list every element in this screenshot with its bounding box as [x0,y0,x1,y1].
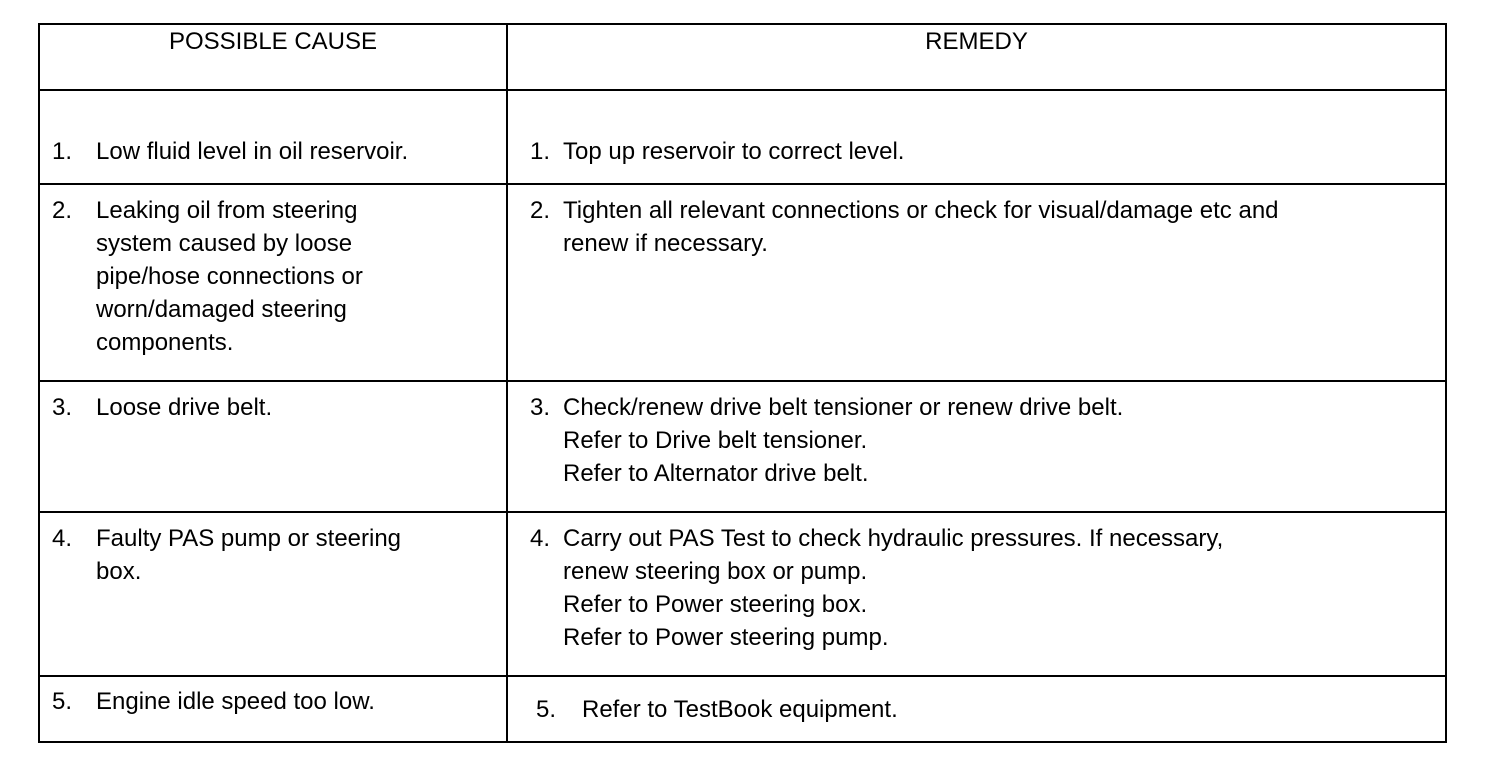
remedy-text: Top up reservoir to correct level. [563,138,905,165]
remedy-text-line: renew if necessary. [563,230,768,257]
remedy-cell [507,512,1446,676]
remedy-cell [507,381,1446,512]
remedy-reference: Refer to Power steering box. [563,591,868,618]
cause-text-line: Faulty PAS pump or steering [96,525,402,552]
cause-text: Engine idle speed too low. [96,688,375,715]
cause-number: 2. [52,197,73,224]
cause-cell [39,184,507,381]
cause-number: 5. [52,688,73,715]
table-row [39,381,1446,512]
remedy-number: 4. [530,525,551,552]
remedy-number: 5. [536,696,557,723]
cause-number: 3. [52,394,73,421]
remedy-text-line: Carry out PAS Test to check hydraulic pressures. If necessary, [563,525,1224,552]
remedy-text-line: renew steering box or pump. [563,558,868,585]
remedy-text-line: Tighten all relevant connections or check for visual/damage etc and [563,197,1279,224]
cause-text-line: components. [96,329,234,356]
remedy-reference: Refer to Drive belt tensioner. [563,427,868,454]
cause-text-line: system caused by loose [96,230,353,257]
remedy-reference: Refer to TestBook equipment. [582,696,898,723]
header-remedy: REMEDY [507,24,1446,90]
remedy-reference: Refer to Power steering pump. [563,624,889,651]
table-row [39,90,1446,184]
cause-text-line: box. [96,558,142,585]
table-row [39,512,1446,676]
remedy-cell [507,90,1446,184]
remedy-text-line: Check/renew drive belt tensioner or renew drive belt. [563,394,1124,421]
cause-text-line: pipe/hose connections or [96,263,363,290]
cause-cell [39,676,507,742]
cause-text: Loose drive belt. [96,394,273,421]
remedy-cell [507,184,1446,381]
cause-number: 4. [52,525,73,552]
cause-text-line: worn/damaged steering [96,296,347,323]
cause-number: 1. [52,138,73,165]
cause-text-line: Leaking oil from steering [96,197,358,224]
remedy-reference: Refer to Alternator drive belt. [563,460,869,487]
remedy-cell [507,676,1446,742]
troubleshooting-table [38,23,1447,743]
cause-cell [39,512,507,676]
table-row [39,184,1446,381]
cause-cell [39,381,507,512]
cause-text: Low fluid level in oil reservoir. [96,138,409,165]
remedy-number: 1. [530,138,551,165]
cause-cell [39,90,507,184]
header-possible-cause: POSSIBLE CAUSE [39,24,507,90]
header-row [39,24,1446,90]
remedy-number: 3. [530,394,551,421]
table-row [39,676,1446,742]
remedy-number: 2. [530,197,551,224]
